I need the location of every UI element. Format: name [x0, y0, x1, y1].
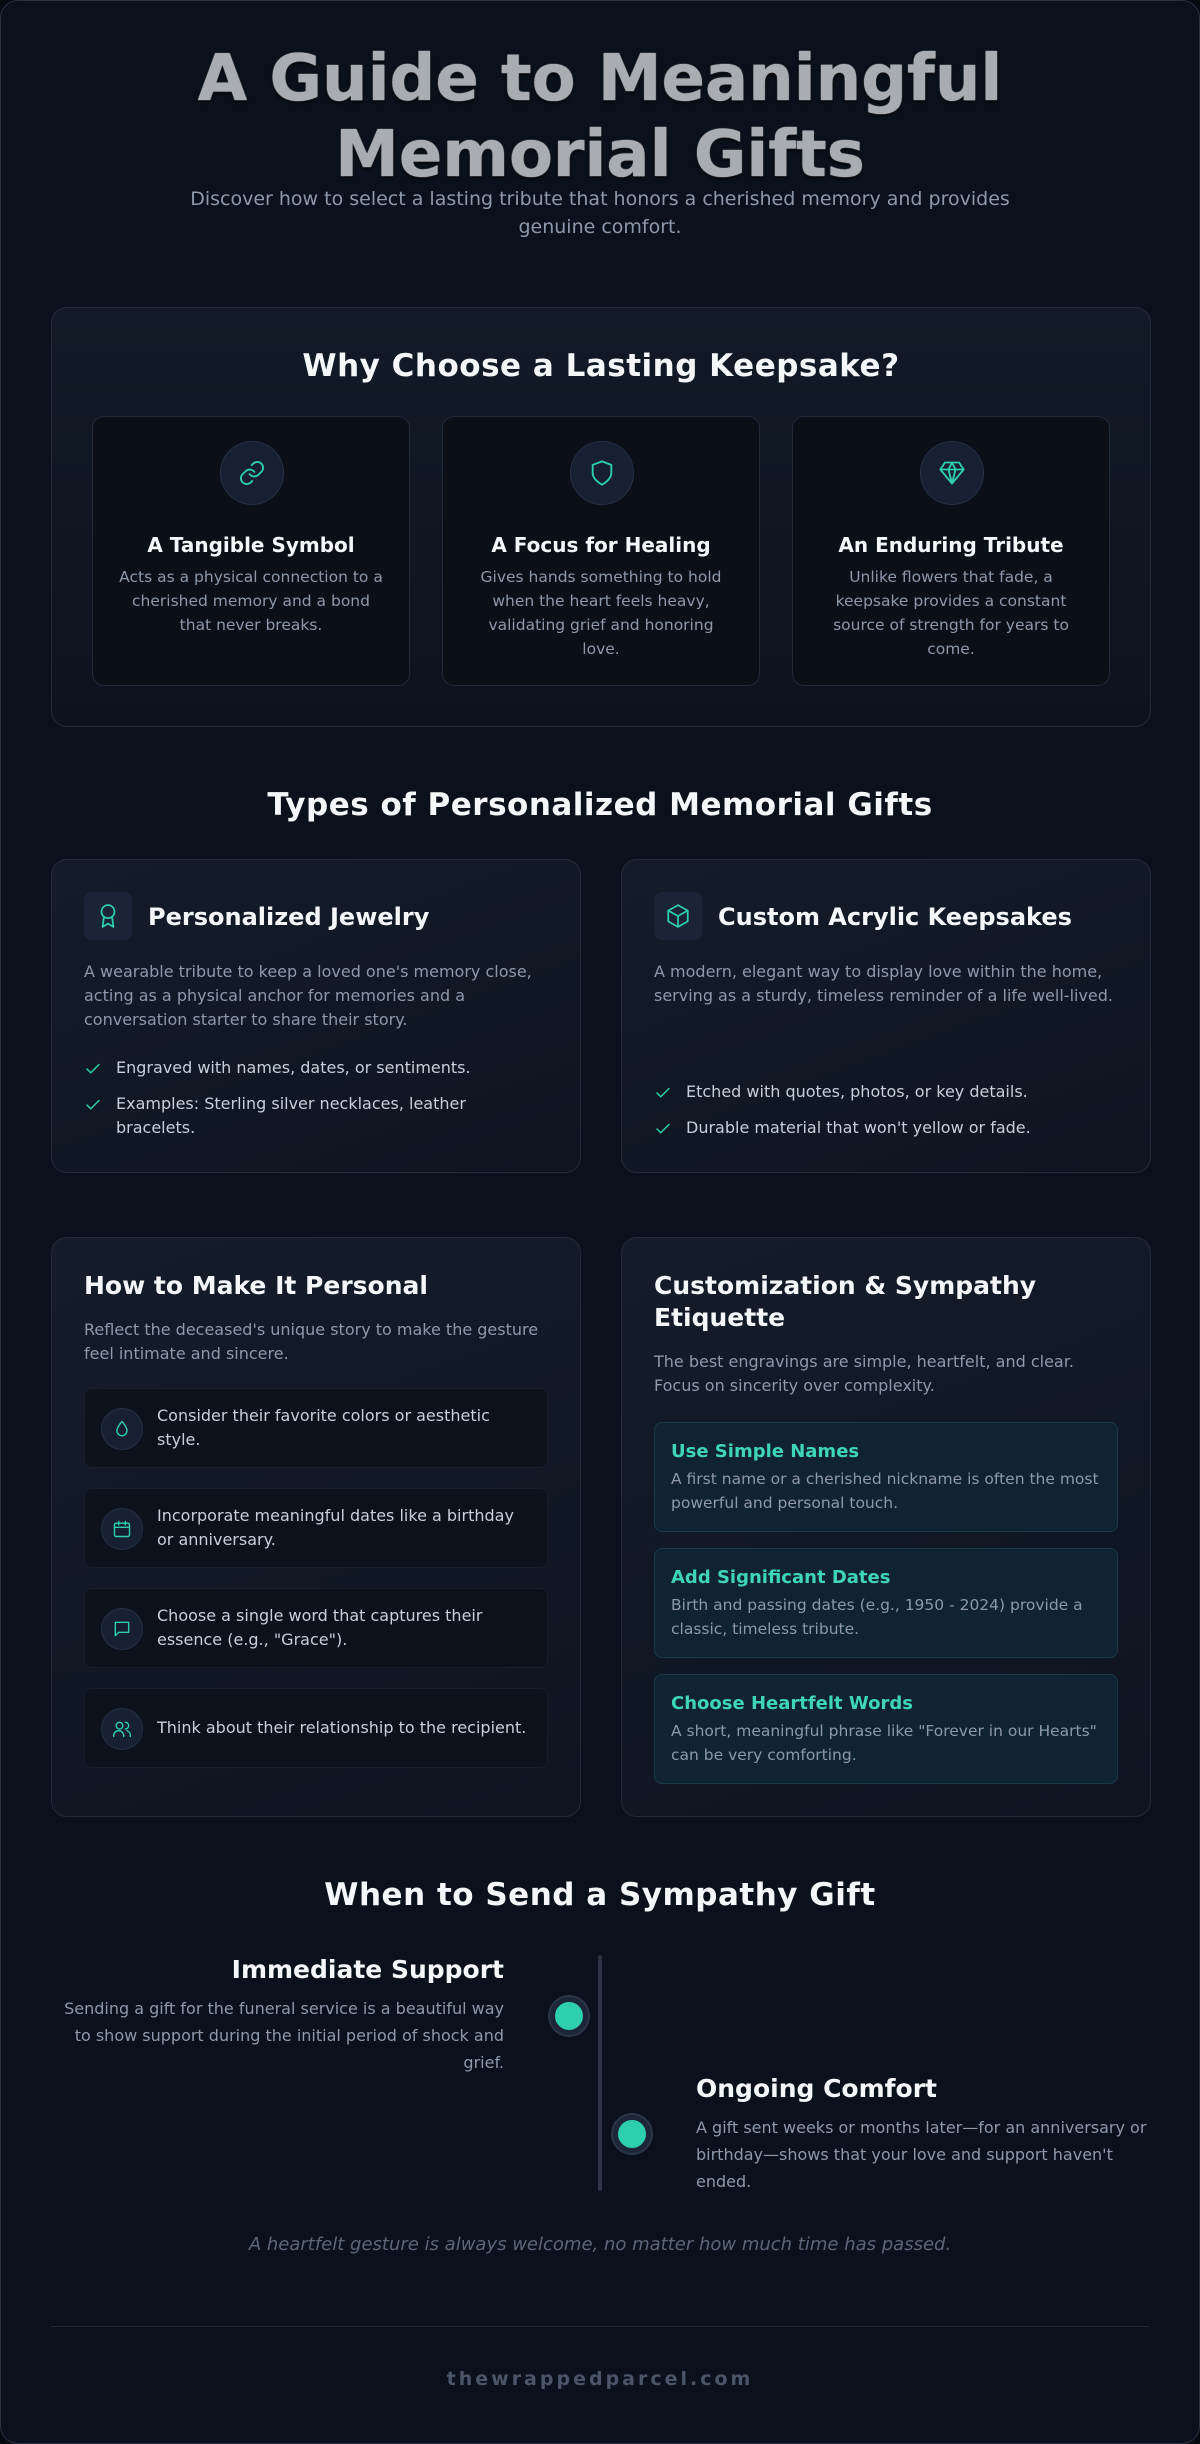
- why-card-tribute: [792, 416, 1110, 686]
- footer-site[interactable]: thewrappedparcel.com: [446, 2368, 754, 2390]
- why-card-desc: Acts as a physical connection to a cherished memory and a bond that never breaks.: [119, 568, 383, 634]
- types-title: Types of Personalized Memorial Gifts: [267, 787, 933, 823]
- calendar-icon: [101, 1508, 143, 1550]
- type-card-jewelry: [51, 859, 581, 1173]
- feature-point: [84, 1056, 548, 1080]
- feature-point-text: Examples: Sterling silver necklaces, leather bracelets.: [116, 1094, 466, 1137]
- personal-title: How to Make It Personal: [84, 1271, 428, 1300]
- timeline-title: When to Send a Sympathy Gift: [324, 1877, 876, 1913]
- etiquette-item-desc: A short, meaningful phrase like "Forever in our Hearts" can be very comforting.: [671, 1722, 1097, 1764]
- etiquette-item: [654, 1548, 1118, 1658]
- feature-point-text: Durable material that won't yellow or fade.: [686, 1118, 1031, 1137]
- type-card-title: Personalized Jewelry: [148, 903, 430, 931]
- tip-text: Choose a single word that captures their essence (e.g., "Grace").: [157, 1606, 483, 1649]
- personal-desc: Reflect the deceased's unique story to make the gesture feel intimate and sincere.: [84, 1320, 539, 1363]
- gem-icon: [920, 441, 984, 505]
- etiquette-item-desc: A first name or a cherished nickname is often the most powerful and personal touch.: [671, 1470, 1099, 1512]
- users-icon: [101, 1708, 143, 1750]
- tip-row: [84, 1588, 548, 1668]
- personal-panel: [51, 1237, 581, 1817]
- closing-note: A heartfelt gesture is always welcome, no matter how much time has passed.: [248, 2234, 952, 2255]
- tip-row: [84, 1388, 548, 1468]
- feature-point: [654, 1080, 1118, 1104]
- timeline-item-desc: A gift sent weeks or months later—for an anniversary or birthday—shows that your love and support haven't ended.: [696, 2118, 1147, 2191]
- why-card-healing: [442, 416, 760, 686]
- footer-divider: [51, 2326, 1149, 2327]
- feature-point-text: Engraved with names, dates, or sentiments.: [116, 1058, 471, 1077]
- page-subtitle: Discover how to select a lasting tribute that honors a cherished memory and provides genuine comfort.: [190, 188, 1010, 238]
- why-card-title: A Focus for Healing: [491, 533, 711, 557]
- etiquette-desc: The best engravings are simple, heartfelt, and clear. Focus on sincerity over complexity.: [654, 1352, 1074, 1395]
- why-card-title: An Enduring Tribute: [838, 533, 1064, 557]
- check-icon: [84, 1096, 102, 1114]
- why-card-desc: Unlike flowers that fade, a keepsake provides a constant source of strength for years to come.: [833, 568, 1069, 658]
- tip-text: Consider their favorite colors or aesthetic style.: [157, 1406, 490, 1449]
- etiquette-item: [654, 1674, 1118, 1784]
- etiquette-item-title: Use Simple Names: [671, 1441, 860, 1462]
- check-icon: [654, 1120, 672, 1138]
- check-icon: [84, 1060, 102, 1078]
- type-card-acrylic: [621, 859, 1151, 1173]
- type-card-desc: A modern, elegant way to display love within the home, serving as a sturdy, timeless reminder of a life well-lived.: [654, 962, 1114, 1005]
- timeline-line: [598, 1955, 602, 2191]
- check-icon: [654, 1084, 672, 1102]
- why-card-symbol: [92, 416, 410, 686]
- page-title: A Guide to Meaningful Memorial Gifts: [197, 42, 1003, 192]
- type-card-desc: A wearable tribute to keep a loved one's memory close, acting as a physical anchor for memories and a conversation starter to share their story.: [84, 962, 532, 1029]
- tip-text: Incorporate meaningful dates like a birthday or anniversary.: [157, 1506, 514, 1549]
- etiquette-item-desc: Birth and passing dates (e.g., 1950 - 2024) provide a classic, timeless tribute.: [671, 1596, 1083, 1638]
- why-title: Why Choose a Lasting Keepsake?: [302, 348, 900, 384]
- etiquette-panel: [621, 1237, 1151, 1817]
- timeline-dot: [550, 1997, 588, 2035]
- type-card-title: Custom Acrylic Keepsakes: [718, 903, 1072, 931]
- why-card-title: A Tangible Symbol: [147, 533, 355, 557]
- feature-point: [84, 1092, 548, 1140]
- award-icon: [84, 892, 132, 940]
- tip-row: [84, 1488, 548, 1568]
- timeline-item-title: Ongoing Comfort: [696, 2074, 937, 2103]
- etiquette-item: [654, 1422, 1118, 1532]
- droplet-icon: [101, 1408, 143, 1450]
- timeline-item-title: Immediate Support: [231, 1955, 504, 1984]
- feature-point-text: Etched with quotes, photos, or key details.: [686, 1082, 1028, 1101]
- etiquette-item-title: Add Significant Dates: [671, 1567, 891, 1588]
- tip-row: [84, 1688, 548, 1768]
- etiquette-item-title: Choose Heartfelt Words: [671, 1693, 913, 1714]
- timeline-dot: [613, 2115, 651, 2153]
- why-panel: [51, 307, 1151, 727]
- message-icon: [101, 1608, 143, 1650]
- feature-point: [654, 1116, 1118, 1140]
- etiquette-title: Customization & Sympathy Etiquette: [654, 1271, 1037, 1332]
- tip-text: Think about their relationship to the recipient.: [157, 1718, 527, 1737]
- shield-icon: [570, 441, 634, 505]
- timeline-item-desc: Sending a gift for the funeral service is a beautiful way to show support during the initial period of shock and grief.: [64, 1999, 504, 2072]
- link-icon: [220, 441, 284, 505]
- why-card-desc: Gives hands something to hold when the heart feels heavy, validating grief and honoring love.: [480, 568, 722, 658]
- cube-icon: [654, 892, 702, 940]
